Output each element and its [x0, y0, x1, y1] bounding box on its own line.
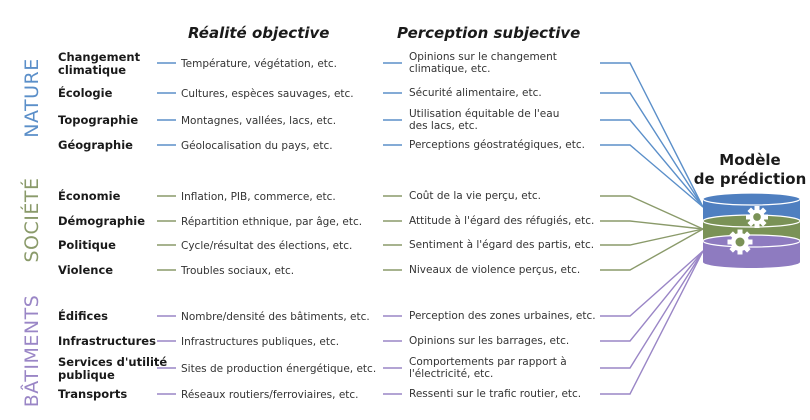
subjective-item-line: Sentiment à l'égard des partis, etc. — [409, 239, 595, 251]
objective-item-line: Température, végétation, etc. — [181, 58, 338, 70]
category-label — [58, 335, 156, 348]
subjective-item — [409, 264, 580, 276]
group-label-0: NATURE — [21, 58, 43, 138]
header-subjective: Perception subjective — [397, 24, 581, 42]
category-label-line: climatique — [58, 63, 127, 77]
cylinder-band-top — [703, 193, 800, 205]
category-label — [58, 356, 167, 382]
model-title-line2: de prédiction — [693, 170, 807, 188]
category-label-line: Changement — [58, 50, 141, 64]
gear-icon — [728, 230, 753, 255]
category-label — [58, 190, 120, 203]
subjective-item-line: Sécurité alimentaire, etc. — [409, 87, 542, 99]
category-label — [58, 388, 127, 401]
objective-item — [181, 115, 336, 127]
objective-item — [181, 140, 333, 152]
objective-item — [181, 216, 362, 228]
subjective-item-line: Coût de la vie perçu, etc. — [409, 190, 541, 202]
subjective-item — [409, 356, 567, 380]
subjective-item — [409, 335, 569, 347]
header-objective: Réalité objective — [188, 24, 330, 42]
category-label-line: Violence — [58, 263, 114, 277]
objective-item-line: Montagnes, vallées, lacs, etc. — [181, 115, 337, 127]
subjective-item — [409, 388, 581, 400]
objective-item-line: Nombre/densité des bâtiments, etc. — [181, 311, 370, 323]
subjective-item — [409, 87, 542, 99]
category-label — [58, 264, 113, 277]
objective-item-line: Cultures, espèces sauvages, etc. — [181, 88, 354, 100]
subjective-item-line: Perceptions géostratégiques, etc. — [409, 139, 585, 151]
category-label-line: publique — [58, 368, 115, 382]
category-label-line: Infrastructures — [58, 334, 156, 348]
subjective-item-line: des lacs, etc. — [409, 120, 478, 132]
subjective-item — [409, 239, 594, 251]
subjective-item-line: climatique, etc. — [409, 63, 491, 75]
objective-item-line: Sites de production énergétique, etc. — [181, 363, 377, 375]
group-label-1: SOCIÉTÉ — [21, 177, 43, 263]
category-label-line: Topographie — [58, 113, 139, 127]
category-label-line: Écologie — [58, 86, 113, 100]
objective-item — [181, 240, 352, 252]
category-label — [58, 51, 140, 77]
objective-item-line: Géolocalisation du pays, etc. — [181, 140, 333, 152]
subjective-item-line: Ressenti sur le trafic routier, etc. — [409, 388, 582, 400]
category-label — [58, 139, 133, 152]
model-title-line1: Modèle — [719, 151, 781, 169]
objective-item-line: Troubles sociaux, etc. — [181, 265, 295, 277]
category-label-line: Transports — [58, 387, 128, 401]
objective-item — [181, 88, 354, 100]
group-label-2: BÂTIMENTS — [21, 294, 43, 408]
subjective-item-line: Niveaux de violence perçus, etc. — [409, 264, 581, 276]
subjective-item — [409, 51, 557, 75]
objective-item — [181, 389, 359, 401]
subjective-item — [409, 190, 541, 202]
model-database-icon — [703, 193, 800, 268]
objective-item-line: Réseaux routiers/ferroviaires, etc. — [181, 389, 359, 401]
subjective-item-line: Opinions sur le changement — [409, 51, 557, 63]
category-label — [58, 87, 112, 100]
subjective-item-line: l'électricité, etc. — [409, 368, 494, 380]
subjective-item-line: Comportements par rapport à — [409, 356, 567, 368]
objective-item-line: Répartition ethnique, par âge, etc. — [181, 216, 363, 228]
category-label — [58, 310, 108, 323]
subjective-item-line: Utilisation équitable de l'eau — [409, 108, 560, 120]
category-label-line: Édifices — [58, 309, 109, 323]
category-label — [58, 215, 145, 228]
objective-item-line: Cycle/résultat des élections, etc. — [181, 240, 353, 252]
connector-to-model — [600, 251, 703, 316]
category-label-line: Services d'utilité — [58, 355, 168, 369]
objective-item — [181, 191, 336, 203]
category-label — [58, 239, 116, 252]
subjective-item-line: Attitude à l'égard des réfugiés, etc. — [409, 215, 595, 227]
category-label-line: Politique — [58, 238, 116, 252]
objective-item — [181, 311, 370, 323]
connector-to-model — [600, 251, 703, 394]
category-label-line: Géographie — [58, 138, 133, 152]
category-label-line: Économie — [58, 189, 121, 203]
category-label-line: Démographie — [58, 214, 146, 228]
objective-item — [181, 363, 376, 375]
model-title — [685, 151, 810, 189]
connector-to-model — [600, 93, 703, 207]
objective-item — [181, 58, 337, 70]
subjective-item — [409, 310, 596, 322]
category-label — [58, 114, 138, 127]
subjective-item — [409, 139, 585, 151]
subjective-item — [409, 215, 594, 227]
subjective-item-line: Opinions sur les barrages, etc. — [409, 335, 570, 347]
gear-icon — [746, 206, 768, 228]
objective-item — [181, 336, 339, 348]
objective-item — [181, 265, 294, 277]
subjective-item-line: Perception des zones urbaines, etc. — [409, 310, 596, 322]
objective-item-line: Infrastructures publiques, etc. — [181, 336, 340, 348]
objective-item-line: Inflation, PIB, commerce, etc. — [181, 191, 336, 203]
subjective-item — [409, 108, 559, 132]
